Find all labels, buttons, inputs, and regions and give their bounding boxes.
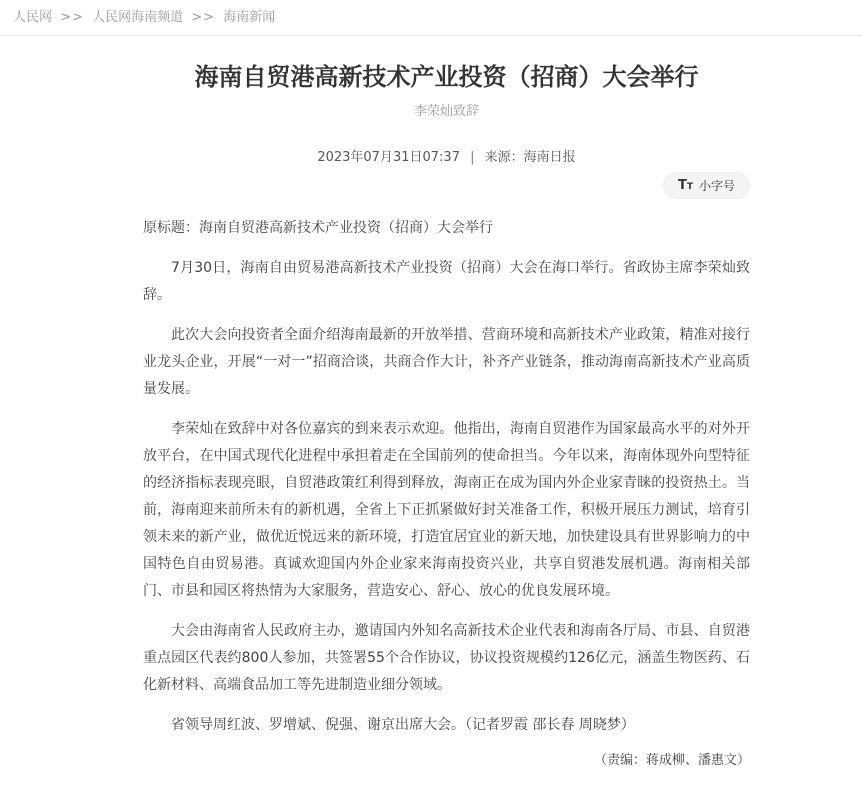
meta-separator: | [470,150,475,165]
publish-date: 2023年07月31日07:37 [317,150,460,165]
source-label: 来源： [484,150,524,165]
breadcrumb [0,0,862,36]
original-title [143,215,750,242]
font-size-button[interactable] [663,172,750,199]
source-link[interactable]: 海南日报 [523,150,576,165]
font-size-label: 小字号 [698,179,735,193]
article-paragraph-1: 7月30日，海南自由贸易港高新技术产业投资（招商）大会在海口举行。省政协主席李荣灿致辞。 [143,260,750,303]
original-title-text: 海南自贸港高新技术产业投资（招商）大会举行 [199,220,493,236]
article-toolbar [143,172,750,199]
article-paragraph-5: 省领导周红波、罗增斌、倪强、谢京出席大会。（记者罗霞 邵长春 周晓梦） [171,717,635,733]
breadcrumb-link-peoples-daily[interactable]: 人民网 [13,10,53,25]
article-subtitle: 李荣灿致辞 [413,104,479,119]
breadcrumb-separator: >> [60,10,84,25]
original-title-label: 原标题： [143,220,199,236]
article-paragraph-4: 大会由海南省人民政府主办，邀请国内外知名高新技术企业代表和海南各厅局、市县、自贸港重点园区代表约800人参加，共签署55个合作协议，协议投资规模约126亿元，涵盖生物医药、石化新材料、高端食品加工等先进制造业细分领域。 [143,623,750,693]
article-content [143,62,750,786]
editor-credit: （责编：蒋成柳、潘惠文） [593,753,750,768]
breadcrumb-link-hainan-news[interactable]: 海南新闻 [223,10,276,25]
breadcrumb-link-hainan-channel[interactable]: 人民网海南频道 [92,10,184,25]
page-title: 海南自贸港高新技术产业投资（招商）大会举行 [194,63,699,91]
breadcrumb-separator: >> [191,10,216,25]
article-paragraph-2: 此次大会向投资者全面介绍海南最新的开放举措、营商环境和高新技术产业政策，精准对接行业龙头企业，开展“一对一”招商洽谈，共商合作大计，补齐产业链条，推动海南高新技术产业高质量发展。 [143,327,750,397]
article-meta [143,146,750,165]
font-size-icon: TT [677,178,693,193]
article-paragraph-3: 李荣灿在致辞中对各位嘉宾的到来表示欢迎。他指出，海南自贸港作为国家最高水平的对外开放平台，在中国式现代化进程中承担着走在全国前列的使命担当。今年以来，海南体现外向型特征的经济指标表现亮眼，自贸港政策红利得到释放，海南正在成为国内外企业家青睐的投资热土。当前，海南迎来前所未有的新机遇，全省上下正抓紧做好封关准备工作，积极开展压力测试，培育引领未来的新产业，做优近悦远来的新环境，打造宜居宜业的新天地，加快建设具有世界影响力的中国特色自由贸易港。真诚欢迎国内外企业家来海南投资兴业，共享自贸港发展机遇。海南相关部门、市县和园区将热情为大家服务，营造安心、舒心、放心的优良发展环境。 [143,421,750,599]
